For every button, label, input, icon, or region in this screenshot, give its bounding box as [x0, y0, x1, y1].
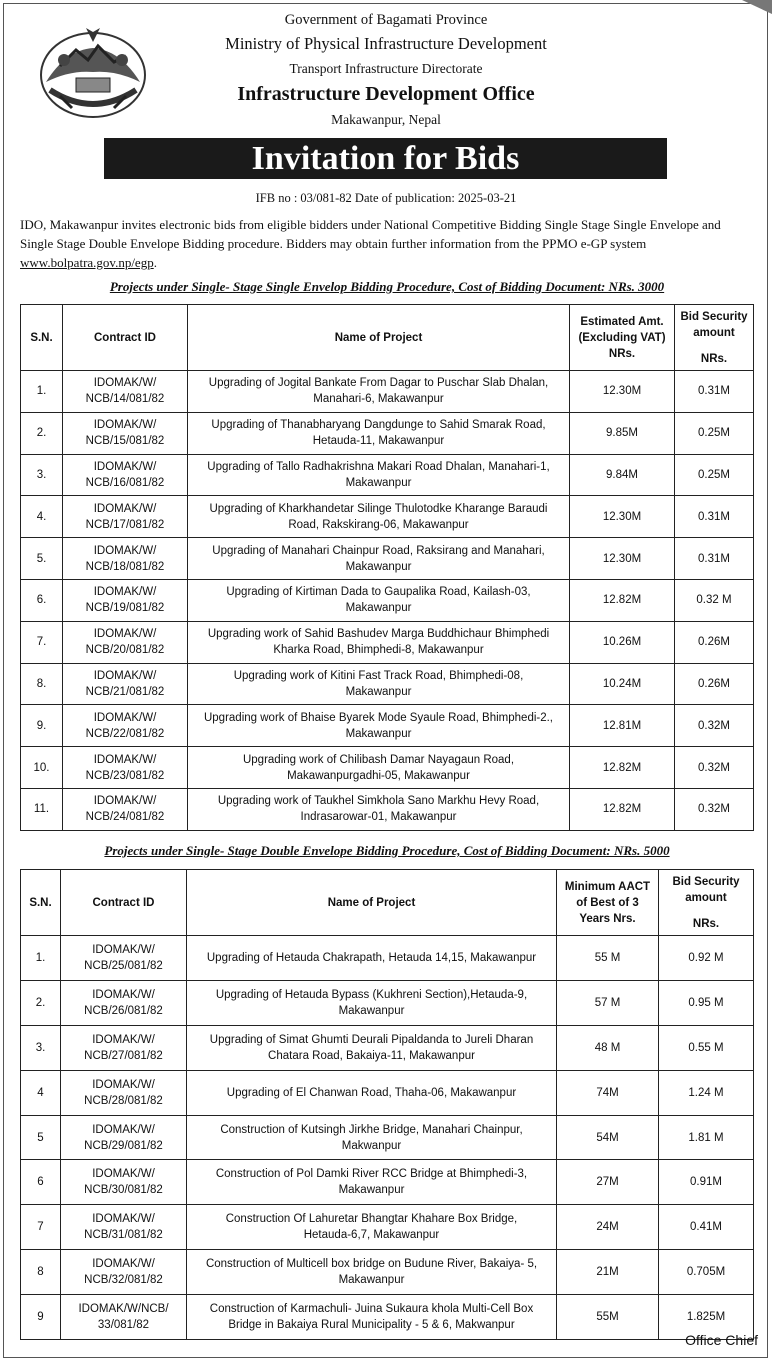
project-name-line: Construction of Kutsingh Jirkhe Bridge, Manahari Chainpur,: [220, 1123, 523, 1136]
signature-office-chief: Office Chief: [685, 1332, 758, 1348]
cell-sn: 8.: [21, 663, 63, 705]
table-row: [21, 538, 754, 580]
contract-id-line: IDOMAK/W/: [93, 377, 157, 390]
ifb-line: IFB no : 03/081-82 Date of publication: 2025-03-21: [255, 191, 517, 205]
project-name-line: Makawanpur: [345, 685, 412, 698]
contract-id-line: NCB/14/081/82: [85, 393, 165, 406]
cell-bid-security: 0.31M: [675, 496, 754, 538]
cell-contract-id: [63, 621, 188, 663]
contract-id-line: IDOMAK/W/: [93, 669, 157, 682]
cell-bid-security: 0.92 M: [659, 936, 754, 981]
project-name-line: Upgrading work of Taukhel Simkhola Sano Markhu Hevy Road,: [217, 795, 540, 808]
ministry-line: Ministry of Physical Infrastructure Development: [225, 34, 547, 53]
header-line: Estimated Amt.: [580, 315, 664, 328]
cell-sn: 1.: [21, 371, 63, 413]
cell-project-name: [187, 980, 557, 1025]
contract-id-line: IDOMAK/W/: [93, 628, 157, 641]
page-corner-mark: [742, 0, 772, 14]
cell-contract-id: [61, 1205, 187, 1250]
contract-id-line: IDOMAK/W/: [92, 1078, 155, 1091]
nepal-emblem-icon: [36, 20, 150, 120]
project-name-line: Makawanpur: [345, 602, 412, 615]
cell-amount: 12.30M: [570, 538, 675, 580]
cell-amount: 12.30M: [570, 496, 675, 538]
cell-project-name: [188, 579, 570, 621]
cell-bid-security: 0.32M: [675, 705, 754, 747]
col-sn: S.N.: [21, 305, 63, 371]
cell-project-name: [188, 412, 570, 454]
cell-sn: 3.: [21, 1025, 61, 1070]
section1-table: [20, 304, 754, 831]
project-name-line: Upgrading of Hetauda Bypass (Kukhreni Section),Hetauda-9,: [215, 988, 528, 1001]
contract-id-line: NCB/31/081/82: [84, 1229, 163, 1242]
office-name: Infrastructure Development Office: [237, 83, 535, 105]
cell-project-name: [188, 496, 570, 538]
project-name-line: Hetauda-11, Makawanpur: [312, 435, 445, 448]
table-row: [21, 788, 754, 830]
cell-contract-id: [63, 371, 188, 413]
cell-amount: 57 M: [557, 980, 659, 1025]
government-line: Government of Bagamati Province: [284, 12, 488, 28]
project-name-line: Upgrading work of Kitini Fast Track Road, Bhimphedi-08,: [233, 669, 524, 682]
header-line: NRs.: [700, 352, 728, 365]
contract-id-line: NCB/18/081/82: [85, 560, 165, 573]
cell-contract-id: [61, 1115, 187, 1160]
project-name-line: Construction of Pol Damki River RCC Bridge at Bhimphedi-3,: [215, 1168, 528, 1181]
table-row: [21, 1070, 754, 1115]
header-line: NRs.: [692, 917, 720, 930]
project-name-line: Upgrading of Kirtiman Dada to Gaupalika Road, Kailash-03,: [226, 586, 531, 599]
cell-bid-security: 0.91M: [659, 1160, 754, 1205]
project-name-line: Makawanpurgadhi-05, Makawanpur: [287, 769, 470, 782]
cell-contract-id: [63, 663, 188, 705]
contract-id-line: IDOMAK/W/: [93, 586, 157, 599]
office-location: Makawanpur, Nepal: [331, 112, 441, 127]
cell-project-name: [187, 1295, 557, 1340]
table-row: [21, 936, 754, 981]
project-name-line: Chatara Road, Bakaiya-11, Makawanpur: [268, 1049, 475, 1062]
cell-bid-security: 1.24 M: [659, 1070, 754, 1115]
table-row: [21, 705, 754, 747]
section1-caption: Projects under Single- Stage Single Envelop Bidding Procedure, Cost of Bidding Document: NRs. 3000: [109, 279, 665, 294]
cell-project-name: [187, 936, 557, 981]
cell-contract-id: [61, 936, 187, 981]
header-line: amount: [685, 891, 727, 904]
cell-amount: 27M: [557, 1160, 659, 1205]
cell-amount: 54M: [557, 1115, 659, 1160]
contract-id-line: NCB/29/081/82: [84, 1139, 163, 1152]
header-line: (Excluding VAT): [578, 331, 666, 344]
cell-bid-security: 0.95 M: [659, 980, 754, 1025]
table-row: [21, 663, 754, 705]
project-name-line: Upgrading of Manahari Chainpur Road, Raksirang and Manahari,: [212, 544, 545, 557]
contract-id-line: NCB/15/081/82: [85, 435, 165, 448]
header-line: Bid Security: [680, 310, 748, 323]
project-name-line: Upgrading of Jogital Bankate From Dagar to Puschar Slab Dhalan,: [208, 377, 549, 390]
table-row: [21, 496, 754, 538]
contract-id-line: 33/081/82: [97, 1319, 150, 1332]
cell-contract-id: [63, 705, 188, 747]
cell-bid-security: 0.31M: [675, 538, 754, 580]
cell-amount: 10.24M: [570, 663, 675, 705]
cell-bid-security: 0.31M: [675, 371, 754, 413]
cell-project-name: [188, 663, 570, 705]
cell-contract-id: [63, 747, 188, 789]
project-name-line: Makwanpur: [341, 1139, 402, 1152]
contract-id-line: IDOMAK/W/: [92, 1168, 155, 1181]
cell-project-name: [188, 538, 570, 580]
cell-project-name: [188, 454, 570, 496]
cell-sn: 2.: [21, 980, 61, 1025]
header-line: Bid Security: [672, 875, 740, 888]
contract-id-line: IDOMAK/W/: [92, 1258, 155, 1271]
contract-id-line: NCB/20/081/82: [85, 644, 165, 657]
col-project-name: Name of Project: [188, 305, 570, 371]
header-line: of Best of 3: [576, 896, 639, 909]
cell-bid-security: 0.705M: [659, 1250, 754, 1295]
cell-project-name: [188, 371, 570, 413]
cell-amount: 12.30M: [570, 371, 675, 413]
cell-amount: 9.84M: [570, 454, 675, 496]
cell-contract-id: [63, 538, 188, 580]
cell-project-name: [188, 747, 570, 789]
table-row: [21, 1295, 754, 1340]
project-name-line: Makawanpur: [345, 727, 412, 740]
cell-sn: 8: [21, 1250, 61, 1295]
contract-id-line: NCB/17/081/82: [85, 518, 165, 531]
cell-contract-id: [63, 454, 188, 496]
contract-id-line: IDOMAK/W/: [93, 711, 157, 724]
cell-amount: 12.82M: [570, 747, 675, 789]
project-name-line: Upgrading work of Chilibash Damar Nayagaun Road,: [242, 753, 515, 766]
header-line: amount: [693, 326, 735, 339]
cell-project-name: [187, 1160, 557, 1205]
cell-contract-id: [61, 1295, 187, 1340]
cell-sn: 7.: [21, 621, 63, 663]
contract-id-line: NCB/24/081/82: [85, 811, 165, 824]
project-name-line: Upgrading work of Sahid Bashudev Marga Buddhichaur Bhimphedi: [207, 628, 550, 641]
cell-sn: 2.: [21, 412, 63, 454]
cell-amount: 12.81M: [570, 705, 675, 747]
project-name-line: Upgrading of Kharkhandetar Silinge Thulotodke Kharange Baraudi: [209, 502, 548, 515]
col-bid-security: [659, 870, 754, 936]
project-name-line: Hetauda-6,7, Makawanpur: [303, 1229, 440, 1242]
contract-id-line: IDOMAK/W/NCB/: [78, 1303, 169, 1316]
table-row: [21, 1205, 754, 1250]
cell-project-name: [187, 1205, 557, 1250]
table-row: [21, 1025, 754, 1070]
page-title: Invitation for Bids: [104, 138, 667, 179]
contract-id-line: IDOMAK/W/: [92, 1033, 155, 1046]
contract-id-line: NCB/30/081/82: [84, 1184, 163, 1197]
col-estimated-amount: [570, 305, 675, 371]
contract-id-line: NCB/19/081/82: [85, 602, 165, 615]
table-row: [21, 1250, 754, 1295]
contract-id-line: NCB/32/081/82: [84, 1274, 163, 1287]
contract-id-line: NCB/22/081/82: [85, 727, 165, 740]
project-name-line: Upgrading of Hetauda Chakrapath, Hetauda 14,15, Makawanpur: [206, 951, 537, 964]
contract-id-line: IDOMAK/W/: [93, 795, 157, 808]
cell-amount: 12.82M: [570, 579, 675, 621]
cell-amount: 55M: [557, 1295, 659, 1340]
cell-bid-security: 0.25M: [675, 412, 754, 454]
col-sn: S.N.: [21, 870, 61, 936]
cell-project-name: [187, 1115, 557, 1160]
cell-amount: 55 M: [557, 936, 659, 981]
project-name-line: Manahari-6, Makawanpur: [313, 393, 444, 406]
table-row: [21, 1160, 754, 1205]
header-line: NRs.: [608, 347, 636, 360]
cell-project-name: [187, 1250, 557, 1295]
cell-amount: 12.82M: [570, 788, 675, 830]
cell-bid-security: 0.25M: [675, 454, 754, 496]
intro-paragraph: [20, 215, 752, 272]
project-name-line: Upgrading of Simat Ghumti Deurali Pipaldanda to Jureli Dharan: [209, 1033, 534, 1046]
cell-sn: 6.: [21, 579, 63, 621]
cell-sn: 9.: [21, 705, 63, 747]
contract-id-line: NCB/25/081/82: [84, 959, 163, 972]
header-line: Years Nrs.: [579, 912, 636, 925]
intro-end: .: [153, 255, 157, 270]
contract-id-line: IDOMAK/W/: [93, 753, 157, 766]
table-row: [21, 579, 754, 621]
table-row: [21, 980, 754, 1025]
contract-id-line: IDOMAK/W/: [92, 943, 155, 956]
cell-amount: 9.85M: [570, 412, 675, 454]
cell-sn: 3.: [21, 454, 63, 496]
section2-caption: Projects under Single- Stage Double Envelope Bidding Procedure, Cost of Bidding Document: NRs. 5000: [104, 843, 670, 858]
contract-id-line: NCB/16/081/82: [85, 476, 165, 489]
contract-id-line: IDOMAK/W/: [92, 1123, 155, 1136]
project-name-line: Makawanpur: [338, 1004, 405, 1017]
cell-project-name: [188, 788, 570, 830]
project-name-line: Indrasarowar-01, Makawanpur: [300, 811, 457, 824]
cell-amount: 48 M: [557, 1025, 659, 1070]
table-row: [21, 747, 754, 789]
contract-id-line: IDOMAK/W/: [93, 502, 157, 515]
cell-bid-security: 0.26M: [675, 621, 754, 663]
project-name-line: Construction of Multicell box bridge on Budune River, Bakaiya- 5,: [205, 1258, 538, 1271]
cell-sn: 11.: [21, 788, 63, 830]
cell-sn: 6: [21, 1160, 61, 1205]
cell-bid-security: 0.32M: [675, 788, 754, 830]
project-name-line: Upgrading of Tallo Radhakrishna Makari Road Dhalan, Manahari-1,: [207, 460, 550, 473]
cell-sn: 9: [21, 1295, 61, 1340]
cell-project-name: [188, 621, 570, 663]
project-name-line: Upgrading of Thanabharyang Dangdunge to Sahid Smarak Road,: [211, 419, 546, 432]
table-row: [21, 412, 754, 454]
table-row: [21, 371, 754, 413]
egp-link[interactable]: www.bolpatra.gov.np/egp: [20, 255, 154, 270]
cell-bid-security: 1.825M: [659, 1295, 754, 1340]
cell-contract-id: [61, 1160, 187, 1205]
contract-id-line: IDOMAK/W/: [92, 988, 155, 1001]
cell-sn: 7: [21, 1205, 61, 1250]
cell-bid-security: 1.81 M: [659, 1115, 754, 1160]
contract-id-line: IDOMAK/W/: [92, 1213, 155, 1226]
cell-sn: 10.: [21, 747, 63, 789]
contract-id-line: NCB/27/081/82: [84, 1049, 163, 1062]
cell-bid-security: 0.26M: [675, 663, 754, 705]
project-name-line: Construction Of Lahuretar Bhangtar Khahare Box Bridge,: [225, 1213, 518, 1226]
project-name-line: Bridge in Bakaiya Rural Municipality - 5 & 6, Makwanpur: [228, 1319, 515, 1332]
cell-bid-security: 0.32M: [675, 747, 754, 789]
contract-id-line: IDOMAK/W/: [93, 460, 157, 473]
cell-contract-id: [61, 1025, 187, 1070]
cell-sn: 5.: [21, 538, 63, 580]
cell-bid-security: 0.41M: [659, 1205, 754, 1250]
project-name-line: Kharka Road, Bhimphedi-8, Makawanpur: [273, 644, 484, 657]
cell-amount: 74M: [557, 1070, 659, 1115]
col-bid-security: [675, 305, 754, 371]
contract-id-line: IDOMAK/W/: [93, 419, 157, 432]
project-name-line: Makawanpur: [345, 560, 412, 573]
project-name-line: Road, Rakskirang-06, Makawanpur: [288, 518, 469, 531]
project-name-line: Upgrading of El Chanwan Road, Thaha-06, Makawanpur: [226, 1086, 517, 1099]
col-project-name: Name of Project: [187, 870, 557, 936]
cell-bid-security: 0.55 M: [659, 1025, 754, 1070]
col-contract-id: Contract ID: [61, 870, 187, 936]
table-row: [21, 454, 754, 496]
cell-contract-id: [63, 412, 188, 454]
cell-amount: 21M: [557, 1250, 659, 1295]
contract-id-line: NCB/26/081/82: [84, 1004, 163, 1017]
cell-sn: 1.: [21, 936, 61, 981]
cell-project-name: [187, 1070, 557, 1115]
table-row: [21, 621, 754, 663]
col-contract-id: Contract ID: [63, 305, 188, 371]
cell-contract-id: [63, 788, 188, 830]
col-minimum-aact: [557, 870, 659, 936]
project-name-line: Construction of Karmachuli- Juina Sukaura khola Multi-Cell Box: [209, 1303, 534, 1316]
project-name-line: Makawanpur: [338, 1274, 405, 1287]
contract-id-line: NCB/21/081/82: [85, 685, 165, 698]
cell-bid-security: 0.32 M: [675, 579, 754, 621]
cell-sn: 4.: [21, 496, 63, 538]
section2-table: [20, 869, 754, 1340]
project-name-line: Upgrading work of Bhaise Byarek Mode Syaule Road, Bhimphedi-2.,: [203, 711, 554, 724]
cell-sn: 4: [21, 1070, 61, 1115]
cell-project-name: [188, 705, 570, 747]
intro-text: IDO, Makawanpur invites electronic bids from eligible bidders under National Competitive Bidding Single Stage Single Envelope and Single Stage Double Envelope Bidding procedure. Bidders may obtain further information from the PPMO e-GP system: [20, 217, 721, 251]
cell-contract-id: [63, 496, 188, 538]
table-row: [21, 1115, 754, 1160]
project-name-line: Makawanpur: [345, 476, 412, 489]
header-line: Minimum AACT: [564, 880, 651, 893]
cell-contract-id: [61, 1250, 187, 1295]
cell-contract-id: [61, 980, 187, 1025]
cell-project-name: [187, 1025, 557, 1070]
cell-contract-id: [63, 579, 188, 621]
cell-amount: 10.26M: [570, 621, 675, 663]
directorate-line: Transport Infrastructure Directorate: [289, 61, 483, 76]
cell-contract-id: [61, 1070, 187, 1115]
cell-amount: 24M: [557, 1205, 659, 1250]
project-name-line: Makawanpur: [338, 1184, 405, 1197]
contract-id-line: IDOMAK/W/: [93, 544, 157, 557]
contract-id-line: NCB/28/081/82: [84, 1094, 163, 1107]
contract-id-line: NCB/23/081/82: [85, 769, 165, 782]
cell-sn: 5: [21, 1115, 61, 1160]
